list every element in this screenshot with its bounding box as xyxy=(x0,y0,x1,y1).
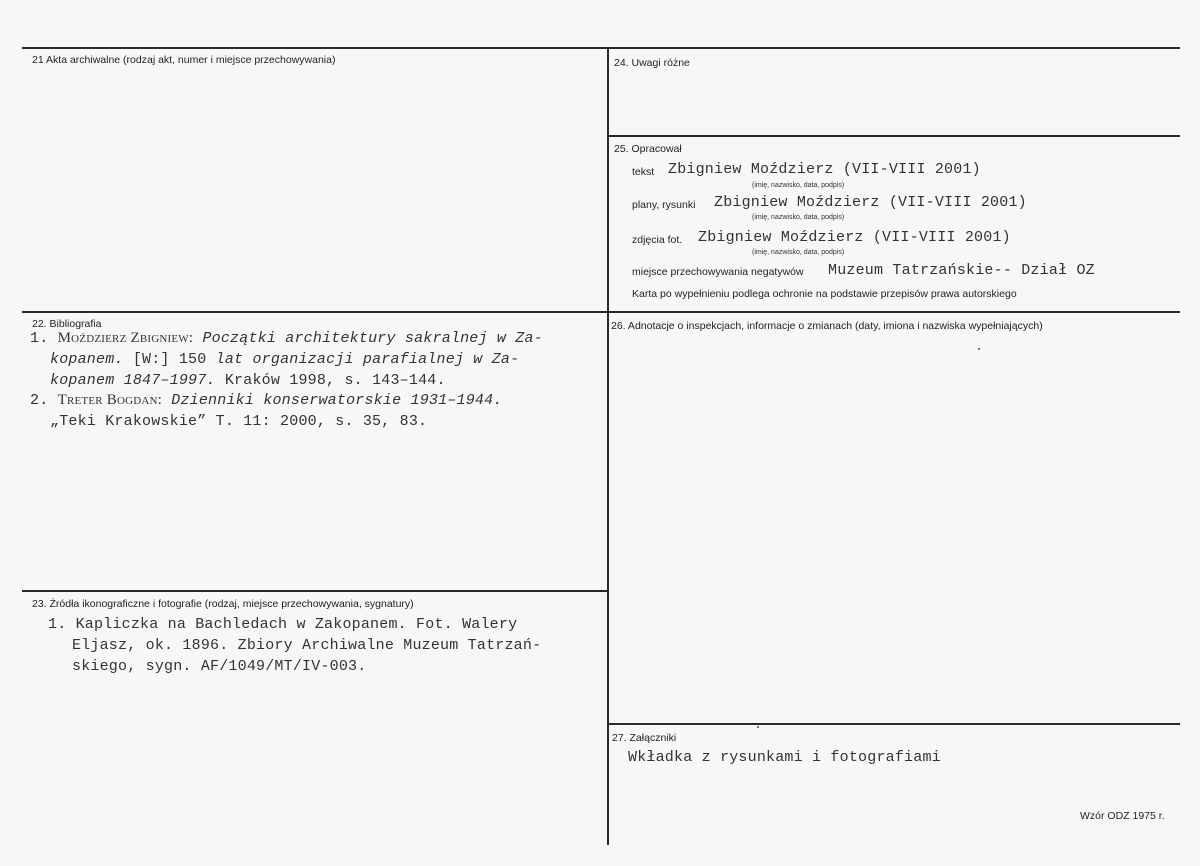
bibliography-item-1-line-2 xyxy=(50,351,519,368)
author-photos-value: Zbigniew Moździerz (VII-VIII 2001) xyxy=(698,229,1011,246)
bibliography-item-1-line-3 xyxy=(50,372,446,389)
negatives-value: Muzeum Tatrzańskie-- Dział OZ xyxy=(828,262,1095,279)
iconography-line-1: 1. Kapliczka na Bachledach w Zakopanem. Fot. Walery xyxy=(48,616,518,633)
top-rule xyxy=(22,47,1180,49)
author-plans-hint: (imię, nazwisko, data, podpis) xyxy=(752,214,845,221)
section-21-title: 21 Akta archiwalne (rodzaj akt, numer i miejsce przechowywania) xyxy=(32,54,336,66)
bib-1-in: [W:] 150 xyxy=(132,351,207,368)
section-23-title: 23. Źródła ikonograficzne i fotografie (rodzaj, miejsce przechowywania, sygnatury) xyxy=(32,598,414,610)
center-divider xyxy=(607,47,609,845)
author-text-value: Zbigniew Moździerz (VII-VIII 2001) xyxy=(668,161,981,178)
section-26-title: 26. Adnotacje o inspekcjach, informacje o zmianach (daty, imiona i nazwiska wypełniających) xyxy=(611,320,1043,332)
section-25-title: 25. Opracował xyxy=(614,143,682,155)
bib-2-author: Treter Bogdan: xyxy=(57,392,163,408)
bib-2-number: 2. xyxy=(30,392,49,409)
bibliography-item-2-line-1 xyxy=(30,392,503,409)
rule-24-25 xyxy=(608,135,1180,137)
bibliography-item-2-line-2 xyxy=(50,413,427,430)
bib-1-book-title-end: kopanem 1847–1997. xyxy=(50,372,216,389)
bib-1-title-part-2: kopanem. xyxy=(50,351,124,368)
bib-1-publication: Kraków 1998, s. 143–144. xyxy=(224,372,446,389)
rule-26-27 xyxy=(608,723,1180,725)
form-code: Wzór ODZ 1975 r. xyxy=(1080,810,1165,822)
bib-1-number: 1. xyxy=(30,330,49,347)
bibliography-item-1-line-1 xyxy=(30,330,543,347)
section-27-title: 27. Załączniki xyxy=(612,732,677,744)
rule-22-23 xyxy=(22,590,608,592)
speck xyxy=(757,726,759,728)
bib-1-title-part-1: Początki architektury sakralnej w Za- xyxy=(202,330,543,347)
section-24-title: 24. Uwagi różne xyxy=(614,57,690,69)
iconography-line-2: Eljasz, ok. 1896. Zbiory Archiwalne Muzeum Tatrzań- xyxy=(72,637,542,654)
author-photos-label: zdjęcia fot. xyxy=(632,234,683,246)
author-text-hint: (imię, nazwisko, data, podpis) xyxy=(752,182,845,189)
bib-2-title: Dzienniki konserwatorskie 1931–1944. xyxy=(171,392,503,409)
section-22-title: 22. Bibliografia xyxy=(32,318,102,330)
speck xyxy=(978,348,980,350)
bib-1-book-title: lat organizacji parafialnej w Za- xyxy=(215,351,520,368)
copyright-note: Karta po wypełnieniu podlega ochronie na podstawie przepisów prawa autorskiego xyxy=(632,288,1017,300)
author-photos-hint: (imię, nazwisko, data, podpis) xyxy=(752,249,845,256)
author-text-label: tekst xyxy=(632,166,655,178)
negatives-label: miejsce przechowywania negatywów xyxy=(632,266,804,278)
iconography-line-3: skiego, sygn. AF/1049/MT/IV-003. xyxy=(72,658,367,675)
attachments-value: Wkładka z rysunkami i fotografiami xyxy=(628,749,941,766)
author-plans-label: plany, rysunki xyxy=(632,199,696,211)
bib-2-source: „Teki Krakowskie” T. 11: 2000, s. 35, 83. xyxy=(50,413,428,430)
rule-22-26 xyxy=(22,311,1180,313)
bib-1-author: Moździerz Zbigniew: xyxy=(57,330,194,346)
author-plans-value: Zbigniew Moździerz (VII-VIII 2001) xyxy=(714,194,1027,211)
